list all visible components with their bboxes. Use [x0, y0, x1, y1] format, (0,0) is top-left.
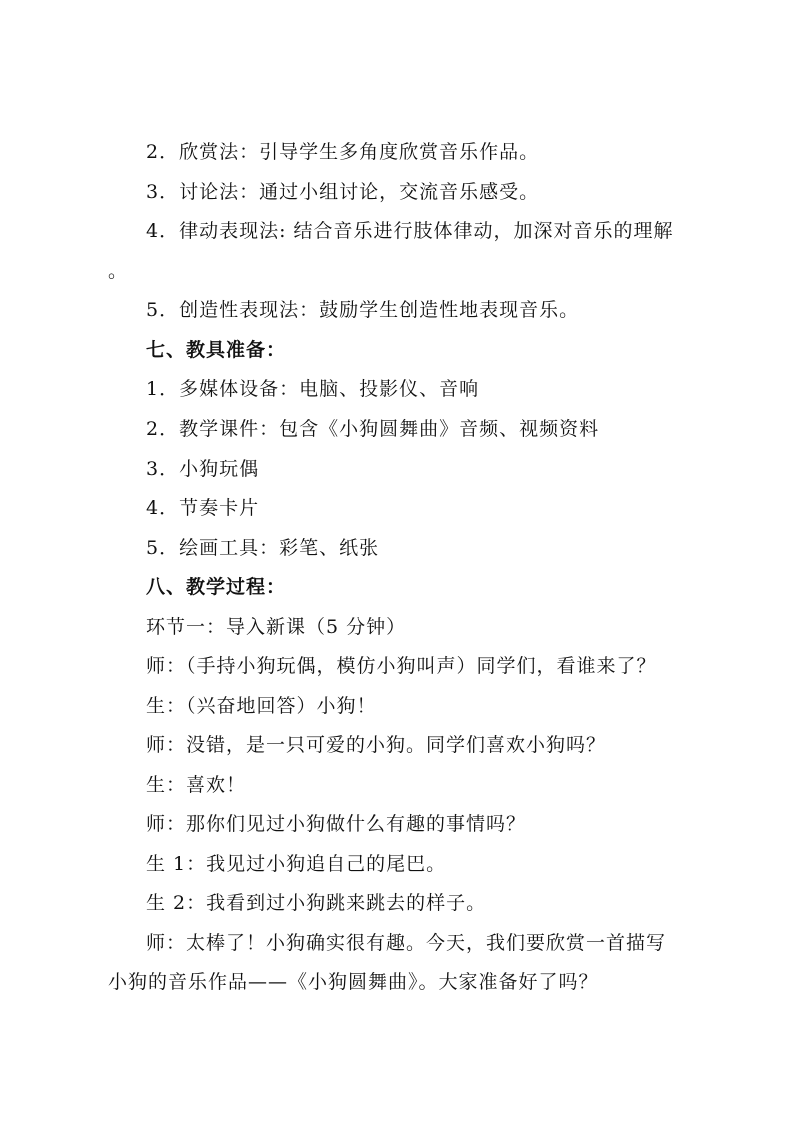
text-line-step-1-title: 环节一：导入新课（5 分钟）: [146, 616, 407, 638]
text-line-method-4: 4．律动表现法: 结合音乐进行肢体律动，加深对音乐的理解: [146, 220, 674, 242]
text-line-equipment-1: 1．多媒体设备：电脑、投影仪、音响: [146, 378, 480, 400]
text-line-method-3: 3．讨论法：通过小组讨论，交流音乐感受。: [146, 181, 540, 203]
section-heading-process: 八、教学过程：: [146, 576, 287, 598]
text-line-method-2: 2．欣赏法：引导学生多角度欣赏音乐作品。: [146, 141, 540, 163]
text-line-method-5: 5．创造性表现法：鼓励学生创造性地表现音乐。: [146, 299, 580, 321]
text-line-equipment-5: 5．绘画工具：彩笔、纸张: [146, 537, 380, 559]
text-line-dialogue-8: 师：太棒了！小狗确实很有趣。今天，我们要欣赏一首描写: [146, 932, 667, 954]
text-line-method-4-cont: 。: [108, 260, 129, 282]
text-line-dialogue-7: 生 2：我看到过小狗跳来跳去的样子。: [146, 892, 487, 914]
text-line-dialogue-4: 生：喜欢！: [146, 774, 247, 796]
text-line-dialogue-8-cont: 小狗的音乐作品——《小狗圆舞曲》。大家准备好了吗？: [108, 971, 599, 993]
text-line-equipment-2: 2．教学课件：包含《小狗圆舞曲》音频、视频资料: [146, 418, 600, 440]
text-line-dialogue-5: 师：那你们见过小狗做什么有趣的事情吗？: [146, 813, 527, 835]
section-heading-equipment: 七、教具准备：: [146, 339, 287, 361]
text-line-dialogue-2: 生：（兴奋地回答）小狗！: [146, 695, 377, 717]
text-line-dialogue-1: 师：（手持小狗玩偶，模仿小狗叫声）同学们，看谁来了？: [146, 655, 657, 677]
text-line-equipment-4: 4．节奏卡片: [146, 497, 260, 519]
text-line-equipment-3: 3．小狗玩偶: [146, 458, 260, 480]
text-line-dialogue-3: 师：没错，是一只可爱的小狗。同学们喜欢小狗吗？: [146, 734, 607, 756]
text-line-dialogue-6: 生 1：我见过小狗追自己的尾巴。: [146, 853, 447, 875]
